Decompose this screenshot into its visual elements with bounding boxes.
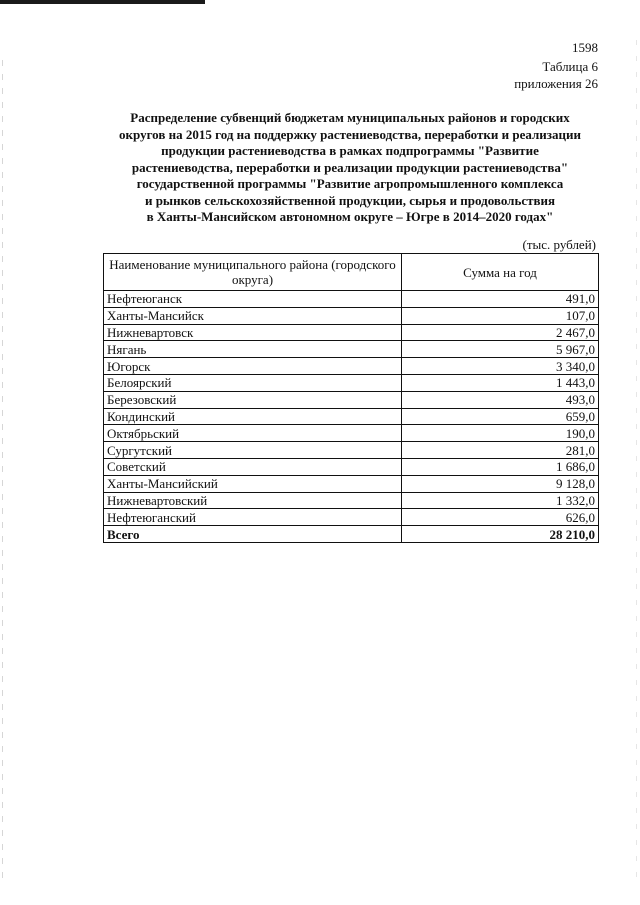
- table-row: [104, 374, 599, 391]
- district-name: Октябрьский: [104, 425, 402, 442]
- title-line: Распределение субвенций бюджетам муниципальных районов и городских: [130, 110, 570, 125]
- scan-edge-left: [2, 60, 3, 880]
- title-line: государственной программы "Развитие агропромышленного комплекса: [136, 176, 564, 191]
- district-name: Нижневартовск: [104, 324, 402, 341]
- table-row: [104, 291, 599, 308]
- appendix-label: приложения 26: [514, 76, 598, 91]
- page-number: 1598: [572, 40, 598, 55]
- title-line: растениеводства, переработки и реализации продукции растениеводства": [131, 159, 569, 175]
- district-name: Ханты-Мансийск: [104, 307, 402, 324]
- district-name: Нефтеюганск: [104, 291, 402, 308]
- district-sum: 1 443,0: [402, 374, 599, 391]
- total-label: Всего: [104, 526, 402, 543]
- district-sum: 5 967,0: [402, 341, 599, 358]
- title-line: округов на 2015 год на поддержку растениеводства, переработки и реализации: [119, 126, 581, 142]
- table-row: [104, 391, 599, 408]
- table-total-row: [104, 526, 599, 543]
- table-row: [104, 408, 599, 425]
- table-row: [104, 475, 599, 492]
- district-name: Кондинский: [104, 408, 402, 425]
- district-sum: 1 332,0: [402, 492, 599, 509]
- table-header-row: [104, 254, 599, 291]
- district-name: Сургутский: [104, 442, 402, 459]
- district-sum: 2 467,0: [402, 324, 599, 341]
- district-sum: 107,0: [402, 307, 599, 324]
- total-sum: 28 210,0: [402, 526, 599, 543]
- district-sum: 659,0: [402, 408, 599, 425]
- table-row: [104, 307, 599, 324]
- district-name: Югорск: [104, 358, 402, 375]
- table-row: [104, 442, 599, 459]
- scan-edge-right: [636, 40, 637, 880]
- district-sum: 9 128,0: [402, 475, 599, 492]
- document-title: [100, 110, 600, 226]
- table-row: [104, 492, 599, 509]
- table-row: [104, 425, 599, 442]
- table-row: [104, 341, 599, 358]
- district-name: Советский: [104, 458, 402, 475]
- district-sum: 491,0: [402, 291, 599, 308]
- district-sum: 1 686,0: [402, 458, 599, 475]
- title-line: в Ханты-Мансийском автономном округе – Югре в 2014–2020 годах": [146, 209, 554, 224]
- district-sum: 3 340,0: [402, 358, 599, 375]
- column-header-name: Наименование муниципального района (городского округа): [104, 254, 402, 291]
- scan-edge-top: [0, 0, 205, 4]
- district-sum: 626,0: [402, 509, 599, 526]
- district-name: Березовский: [104, 391, 402, 408]
- table-row: [104, 509, 599, 526]
- table-reference: [514, 58, 598, 92]
- district-name: Нягань: [104, 341, 402, 358]
- district-name: Ханты-Мансийский: [104, 475, 402, 492]
- table-row: [104, 458, 599, 475]
- district-name: Нижневартовский: [104, 492, 402, 509]
- district-sum: 281,0: [402, 442, 599, 459]
- column-header-sum: Сумма на год: [402, 254, 599, 291]
- units-label: (тыс. рублей): [522, 237, 596, 252]
- title-line: продукции растениеводства в рамках подпрограммы "Развитие: [161, 143, 539, 158]
- table-row: [104, 358, 599, 375]
- table-row: [104, 324, 599, 341]
- title-line: и рынков сельскохозяйственной продукции, сырья и продовольствия: [144, 192, 556, 208]
- district-sum: 493,0: [402, 391, 599, 408]
- district-name: Нефтеюганский: [104, 509, 402, 526]
- district-name: Белоярский: [104, 374, 402, 391]
- table-label: Таблица 6: [542, 59, 598, 74]
- subsidy-table: [103, 253, 599, 543]
- district-sum: 190,0: [402, 425, 599, 442]
